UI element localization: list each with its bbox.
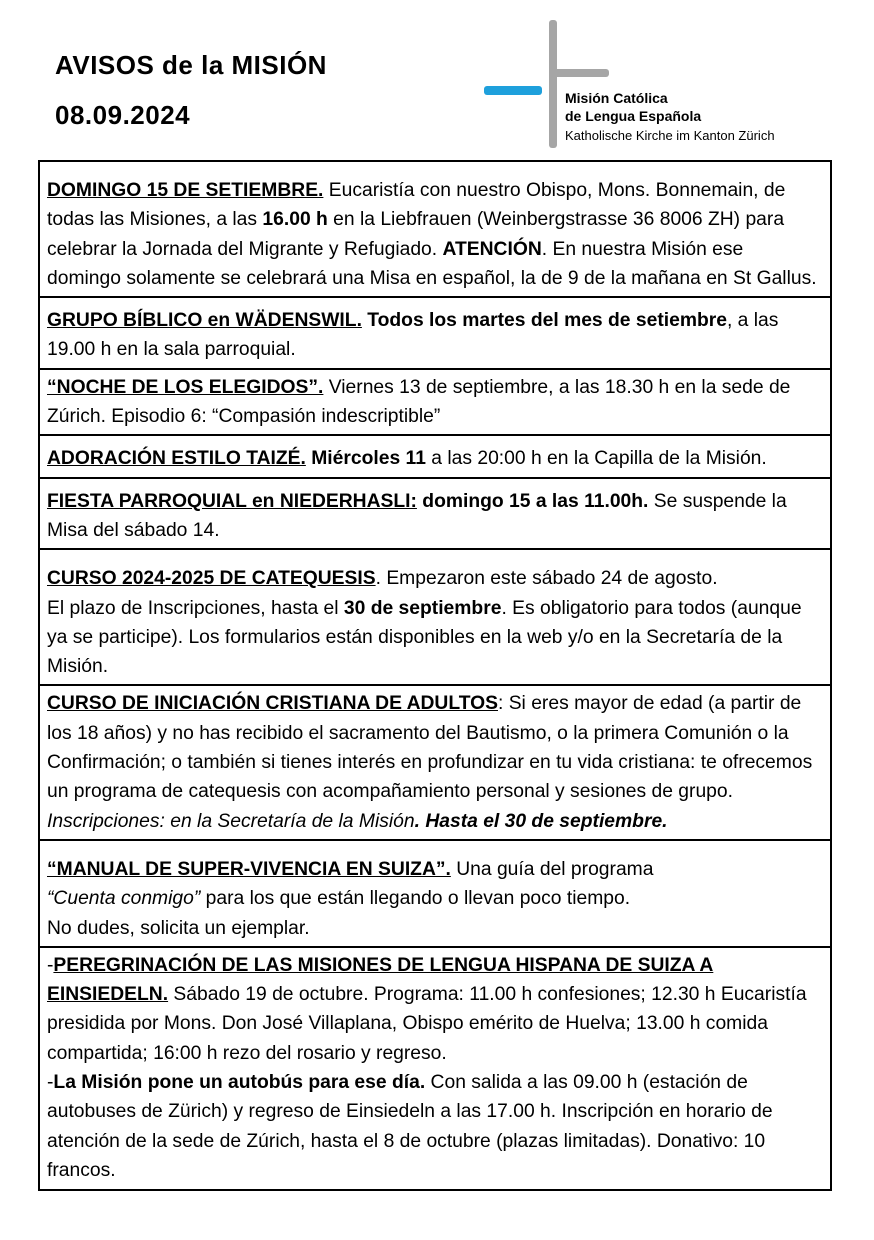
notice-curso-adultos [40,686,830,840]
notice-bold: 30 de septiembre [343,597,502,619]
notice-heading: GRUPO BÍBLICO en WÄDENSWIL. [47,310,362,332]
notice-curso-catequesis [40,550,830,686]
notice-text: Una guía del programa [450,858,654,880]
notice-grupo-biblico [40,298,830,370]
mission-logo [484,20,784,150]
notice-bold: domingo 15 a las 11.00h. [416,490,649,512]
notices-table [38,160,832,1191]
notice-text: . Es obligatorio para todos (aunque ya se participe). Los formularios están disponibles en la web y/o en la Secretaría de la Misión. [47,597,802,678]
notice-italic: “Cuenta conmigo” [47,888,201,910]
notice-heading: DOMINGO 15 DE SETIEMBRE. [47,180,324,201]
notice-fiesta-parroquial [40,479,830,551]
notice-heading: “MANUAL DE SUPER-VIVENCIA EN SUIZA”. [47,858,451,880]
logo-horizontal-bar [549,69,609,77]
logo-blue-bar [484,86,542,95]
notice-text: en la Liebfrauen (Weinbergstrasse 36 8006 ZH) para celebrar la Jornada del Migrante y Refugiado. [47,209,785,260]
notice-bold: 16.00 h [262,209,328,231]
logo-text-line3: Katholische Kirche im Kanton Zürich [565,128,775,143]
notice-text: Viernes 13 de septiembre, a las 18.30 h en la sede de Zúrich. Episodio 6: “Compasión indescriptible” [47,376,791,428]
page-title: AVISOS de la MISIÓN [55,50,327,80]
notice-domingo [40,162,830,298]
notice-manual [40,841,830,948]
notice-text: . Empezaron este sábado 24 de agosto. [375,568,718,590]
notice-dash: - [47,954,54,976]
notice-text: No dudes, solicita un ejemplar. [47,917,310,939]
notice-text: para los que están llegando o llevan poco tiempo. [200,888,631,910]
notice-adoracion [40,436,830,478]
notice-bold-italic: . Hasta el 30 de septiembre. [414,810,668,832]
notice-heading: ADORACIÓN ESTILO TAIZÉ. [47,448,306,470]
notice-bold: ATENCIÓN [442,238,542,260]
page-date: 08.09.2024 [55,100,191,130]
notice-text: . En nuestra Misión ese domingo solamente se celebrará una Misa en español, la de 9 de la mañana en St Gallus. [47,238,817,289]
notice-heading: CURSO DE INICIACIÓN CRISTIANA DE ADULTOS [47,693,498,715]
notice-noche-elegidos [40,370,830,437]
notice-bold: Miércoles 11 [305,448,426,470]
notice-text: Sábado 19 de octubre. Programa: 11.00 h confesiones; 12.30 h Eucaristía presidida por Mons. Don José Villaplana, Obispo emérito de Huelva; 13.00 h comida compartida; 16:00 h rezo del rosario y regreso. [47,984,807,1064]
notice-text: Se suspende la Misa del sábado 14. [47,490,787,541]
notice-heading: FIESTA PARROQUIAL en NIEDERHASLI: [47,490,417,512]
logo-vertical-bar [549,20,557,148]
notice-bold: Todos los martes del mes de setiembre [361,310,727,332]
notice-heading: “NOCHE DE LOS ELEGIDOS”. [47,376,324,398]
notice-text: , a las 19.00 h en la sala parroquial. [47,310,779,361]
notice-text: : Si eres mayor de edad (a partir de los 18 años) y no has recibido el sacramento del Bautismo, o la primera Comunión o la Confirmación; o también si tienes interés en profundizar en tu vida cristiana: te ofrecemos un programa de catequesis con acompañamiento personal y sesiones de grupo. [47,693,813,803]
notice-text: a las 20:00 h en la Capilla de la Misión. [425,448,767,470]
notice-heading: CURSO 2024-2025 DE CATEQUESIS [47,568,376,590]
notice-text: El plazo de Inscripciones, hasta el [47,597,344,619]
logo-text-line1: Misión Católica [565,90,668,106]
notice-text: Con salida a las 09.00 h (estación de autobuses de Zürich) y regreso de Einsiedeln a las 17.00 h. Inscripción en horario de atención de la sede de Zúrich, hasta el 8 de octubre (plazas limitadas). Donativo: 10 francos. [47,1072,773,1181]
notice-bold: La Misión pone un autobús para ese día. [53,1072,426,1094]
logo-text-line2: de Lengua Española [565,108,702,124]
notice-dash: - [47,1072,54,1094]
notice-italic: Inscripciones: en la Secretaría de la Misión [47,810,415,832]
notice-text: Eucaristía con nuestro Obispo, Mons. Bonnemain, de todas las Misiones, a las [47,180,786,231]
notice-heading: PEREGRINACIÓN DE LAS MISIONES DE LENGUA HISPANA DE SUIZA A EINSIEDELN. [47,954,714,1006]
notice-peregrinacion [40,948,830,1189]
